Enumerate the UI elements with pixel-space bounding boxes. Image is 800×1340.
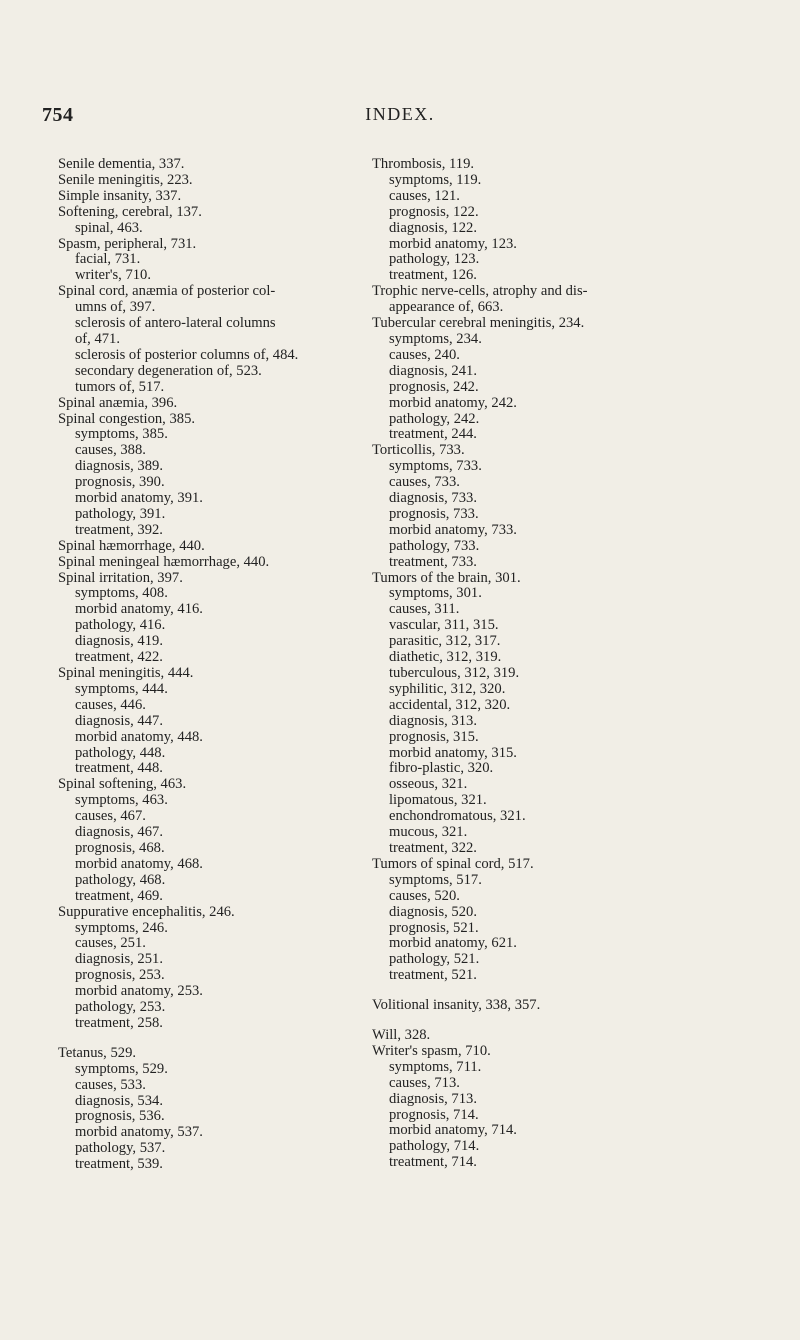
index-subentry: prognosis, 315. bbox=[389, 728, 479, 745]
index-subentry: pathology, 253. bbox=[75, 999, 166, 1016]
index-subentry: pathology, 123. bbox=[389, 251, 480, 268]
index-subentry: symptoms, 711. bbox=[389, 1058, 482, 1075]
index-subentry: morbid anatomy, 123. bbox=[389, 235, 517, 252]
index-subentry: mucous, 321. bbox=[389, 824, 468, 841]
index-entry: Thrombosis, 119. bbox=[372, 156, 475, 172]
index-subentry: symptoms, 733. bbox=[389, 458, 482, 475]
index-subentry: treatment, 244. bbox=[389, 426, 477, 443]
index-subentry: pathology, 416. bbox=[75, 617, 166, 634]
index-subentry: prognosis, 714. bbox=[389, 1106, 479, 1123]
index-subentry: treatment, 539. bbox=[75, 1156, 163, 1173]
index-entry: Tubercular cerebral meningitis, 234. bbox=[372, 315, 585, 332]
index-subentry: writer's, 710. bbox=[75, 267, 151, 284]
index-entry: Volitional insanity, 338, 357. bbox=[372, 997, 541, 1014]
index-subentry: causes, 240. bbox=[389, 346, 460, 363]
index-subentry: facial, 731. bbox=[75, 251, 141, 268]
index-entry: Simple insanity, 337. bbox=[58, 187, 182, 204]
index-subentry: sclerosis of antero-lateral columns bbox=[75, 315, 276, 332]
index-subentry: syphilitic, 312, 320. bbox=[389, 680, 506, 697]
index-subentry: accidental, 312, 320. bbox=[389, 696, 511, 713]
index-subentry: treatment, 469. bbox=[75, 887, 163, 904]
index-entry: Spinal cord, anæmia of posterior col- bbox=[58, 283, 276, 300]
page-number: 754 bbox=[42, 104, 74, 126]
index-subentry: morbid anatomy, 242. bbox=[389, 394, 517, 411]
index-entry: Writer's spasm, 710. bbox=[372, 1042, 491, 1059]
index-subentry: causes, 713. bbox=[389, 1074, 460, 1091]
index-subentry: umns of, 397. bbox=[75, 299, 156, 316]
index-subentry: prognosis, 390. bbox=[75, 474, 165, 491]
index-subentry: tuberculous, 312, 319. bbox=[389, 665, 520, 681]
index-subentry: morbid anatomy, 448. bbox=[75, 728, 203, 745]
index-subentry: pathology, 733. bbox=[389, 537, 480, 554]
running-head: INDEX. bbox=[365, 104, 435, 124]
index-subentry: causes, 251. bbox=[75, 935, 146, 952]
index-entry: Torticollis, 733. bbox=[372, 442, 465, 459]
index-subentry: appearance of, 663. bbox=[389, 299, 504, 316]
index-subentry: morbid anatomy, 468. bbox=[75, 855, 203, 872]
index-subentry: diagnosis, 419. bbox=[75, 633, 163, 650]
index-column-right bbox=[372, 157, 737, 1171]
index-subentry: causes, 311. bbox=[389, 601, 460, 618]
index-subentry: symptoms, 119. bbox=[389, 171, 482, 188]
index-entry: Spinal congestion, 385. bbox=[58, 410, 196, 427]
index-subentry: prognosis, 468. bbox=[75, 839, 165, 856]
index-subentry: causes, 520. bbox=[389, 887, 460, 904]
index-subentry: treatment, 322. bbox=[389, 839, 477, 856]
index-subentry: pathology, 537. bbox=[75, 1140, 166, 1157]
index-subentry: sclerosis of posterior columns of, 484. bbox=[75, 346, 299, 363]
index-subentry: vascular, 311, 315. bbox=[389, 617, 499, 634]
index-subentry: morbid anatomy, 537. bbox=[75, 1124, 203, 1141]
index-subentry: diagnosis, 251. bbox=[75, 951, 163, 968]
index-subentry: prognosis, 253. bbox=[75, 967, 165, 984]
index-entry: Trophic nerve-cells, atrophy and dis- bbox=[372, 283, 588, 300]
index-subentry: pathology, 242. bbox=[389, 410, 480, 427]
index-subentry: treatment, 422. bbox=[75, 649, 163, 666]
index-entry: Suppurative encephalitis, 246. bbox=[58, 903, 235, 920]
index-subentry: treatment, 126. bbox=[389, 267, 477, 284]
index-entry: Tumors of spinal cord, 517. bbox=[372, 855, 534, 872]
index-subentry: morbid anatomy, 621. bbox=[389, 935, 517, 952]
index-entry: Tumors of the brain, 301. bbox=[372, 569, 521, 586]
index-subentry: symptoms, 517. bbox=[389, 871, 482, 888]
index-subentry: symptoms, 385. bbox=[75, 426, 168, 443]
index-entry: Softening, cerebral, 137. bbox=[58, 203, 202, 220]
index-subentry: diagnosis, 713. bbox=[389, 1090, 477, 1107]
index-subentry: symptoms, 301. bbox=[389, 585, 482, 602]
index-subentry: diagnosis, 447. bbox=[75, 712, 163, 729]
index-entry: Senile meningitis, 223. bbox=[58, 171, 193, 188]
index-subentry: spinal, 463. bbox=[75, 219, 143, 236]
index-subentry: symptoms, 246. bbox=[75, 919, 168, 936]
index-subentry: treatment, 392. bbox=[75, 521, 163, 538]
index-subentry: treatment, 714. bbox=[389, 1154, 477, 1171]
index-column-left bbox=[58, 157, 403, 1173]
index-subentry: diagnosis, 313. bbox=[389, 712, 477, 729]
index-subentry: morbid anatomy, 733. bbox=[389, 521, 517, 538]
index-subentry: osseous, 321. bbox=[389, 776, 468, 793]
index-subentry: treatment, 258. bbox=[75, 1014, 163, 1031]
index-subentry: causes, 733. bbox=[389, 474, 460, 491]
index-subentry: diathetic, 312, 319. bbox=[389, 649, 502, 666]
index-subentry: symptoms, 463. bbox=[75, 792, 168, 809]
index-entry: Will, 328. bbox=[372, 1027, 431, 1044]
index-entry: Spasm, peripheral, 731. bbox=[58, 235, 197, 252]
index-subentry: secondary degeneration of, 523. bbox=[75, 362, 262, 379]
index-subentry: diagnosis, 467. bbox=[75, 824, 163, 841]
index-subentry: parasitic, 312, 317. bbox=[389, 633, 501, 650]
index-subentry: pathology, 391. bbox=[75, 505, 166, 522]
index-subentry: diagnosis, 534. bbox=[75, 1092, 163, 1109]
index-subentry: morbid anatomy, 391. bbox=[75, 490, 203, 507]
index-entry: Spinal anæmia, 396. bbox=[58, 394, 178, 411]
index-subentry: symptoms, 408. bbox=[75, 585, 168, 602]
index-subentry: causes, 388. bbox=[75, 442, 146, 459]
index-entry: Spinal hæmorrhage, 440. bbox=[58, 537, 205, 554]
index-subentry: causes, 533. bbox=[75, 1076, 146, 1093]
index-subentry: prognosis, 733. bbox=[389, 505, 479, 522]
index-subentry: prognosis, 521. bbox=[389, 919, 479, 936]
index-subentry: pathology, 468. bbox=[75, 871, 166, 888]
index-subentry: morbid anatomy, 253. bbox=[75, 983, 203, 1000]
index-subentry: diagnosis, 241. bbox=[389, 362, 477, 379]
index-subentry: diagnosis, 520. bbox=[389, 903, 477, 920]
index-subentry: causes, 467. bbox=[75, 808, 146, 825]
index-subentry: pathology, 448. bbox=[75, 744, 166, 761]
index-subentry: treatment, 448. bbox=[75, 760, 163, 777]
index-subentry: treatment, 733. bbox=[389, 553, 477, 570]
index-subentry: fibro-plastic, 320. bbox=[389, 760, 494, 777]
index-subentry: enchondromatous, 321. bbox=[389, 808, 526, 825]
index-subentry: lipomatous, 321. bbox=[389, 792, 487, 809]
index-subentry: diagnosis, 733. bbox=[389, 490, 477, 507]
index-subentry: tumors of, 517. bbox=[75, 378, 165, 395]
index-entry: Spinal meningeal hæmorrhage, 440. bbox=[58, 553, 270, 570]
index-subentry: diagnosis, 122. bbox=[389, 219, 477, 236]
index-subentry: morbid anatomy, 714. bbox=[389, 1122, 517, 1139]
index-subentry: causes, 121. bbox=[389, 187, 460, 204]
index-subentry: symptoms, 444. bbox=[75, 680, 168, 697]
index-subentry: prognosis, 122. bbox=[389, 203, 479, 220]
index-subentry: morbid anatomy, 315. bbox=[389, 744, 517, 761]
index-subentry: treatment, 521. bbox=[389, 967, 477, 984]
index-subentry: symptoms, 529. bbox=[75, 1060, 168, 1077]
index-subentry: causes, 446. bbox=[75, 696, 146, 713]
index-subentry: prognosis, 536. bbox=[75, 1108, 165, 1125]
index-subentry: of, 471. bbox=[75, 330, 120, 347]
index-subentry: morbid anatomy, 416. bbox=[75, 601, 203, 618]
index-entry: Spinal irritation, 397. bbox=[58, 569, 183, 586]
index-entry: Senile dementia, 337. bbox=[58, 156, 185, 172]
index-subentry: pathology, 714. bbox=[389, 1138, 480, 1155]
index-subentry: prognosis, 242. bbox=[389, 378, 479, 395]
index-entry: Tetanus, 529. bbox=[58, 1044, 137, 1061]
index-subentry: symptoms, 234. bbox=[389, 330, 482, 347]
index-entry: Spinal softening, 463. bbox=[58, 776, 187, 793]
index-entry: Spinal meningitis, 444. bbox=[58, 665, 194, 681]
index-subentry: diagnosis, 389. bbox=[75, 458, 163, 475]
index-subentry: pathology, 521. bbox=[389, 951, 480, 968]
